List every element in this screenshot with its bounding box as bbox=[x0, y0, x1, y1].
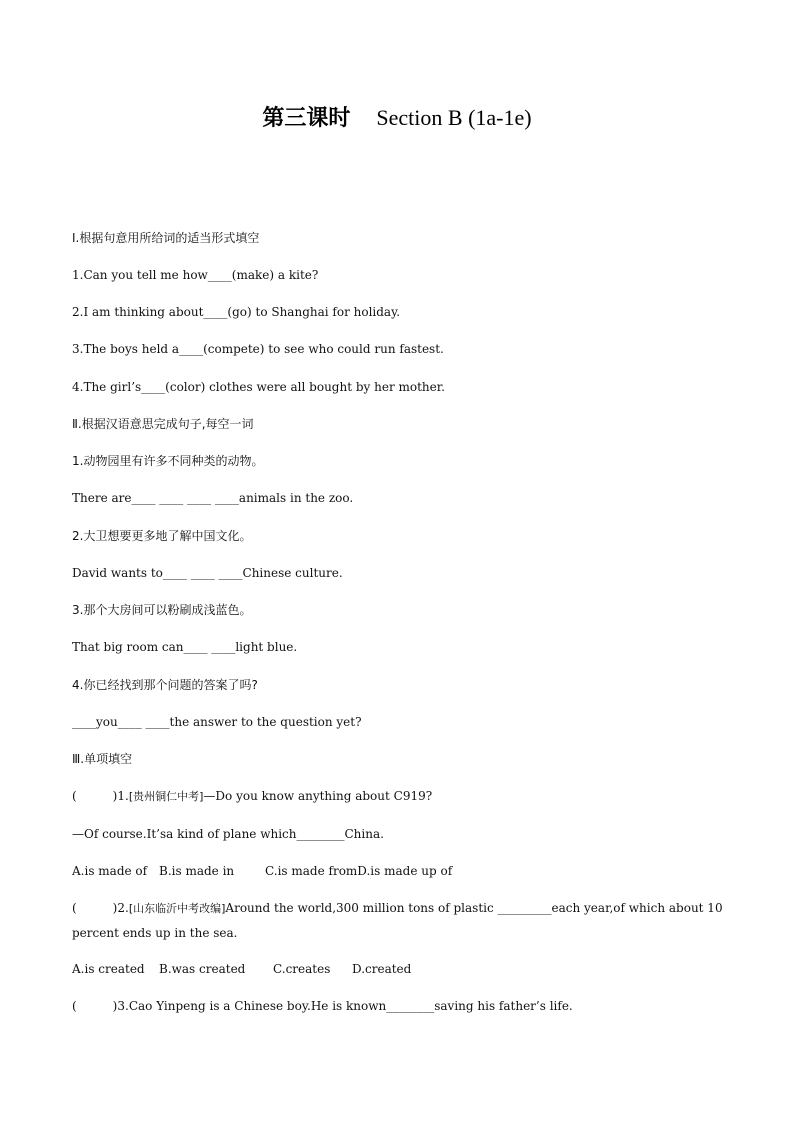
q1-number: 1. bbox=[117, 789, 129, 803]
section-1-heading: Ⅰ.根据句意用所给词的适当形式填空 bbox=[72, 231, 260, 245]
q2-source: [山东临沂中考改编] bbox=[128, 902, 226, 915]
q3-stem-text: Cao Yinpeng is a Chinese boy.He is known________saving his father’s life. bbox=[128, 999, 573, 1013]
q1-option-b: B.is made in bbox=[159, 864, 235, 878]
q3-stem bbox=[72, 997, 732, 1015]
s1-item-2: 2.I am thinking about____(go) to Shanghai for holiday. bbox=[72, 305, 401, 319]
q2-stem bbox=[72, 896, 732, 945]
s2-item-2-en: David wants to____ ____ ____Chinese culture. bbox=[72, 566, 343, 580]
title-chinese: 第三课时 bbox=[262, 106, 351, 131]
q1-stem bbox=[72, 787, 732, 806]
q3-number: 3. bbox=[117, 999, 129, 1013]
q2-option-d: D.created bbox=[352, 962, 412, 976]
q1-source: [贵州铜仁中考] bbox=[128, 790, 204, 803]
q1-answer-paren: ( ) bbox=[72, 789, 118, 803]
s2-item-4-zh: 4.你已经找到那个问题的答案了吗? bbox=[72, 678, 258, 692]
q2-number: 2. bbox=[117, 901, 129, 915]
q2-option-c: C.creates bbox=[273, 962, 331, 976]
q1-options bbox=[72, 862, 732, 880]
q3-answer-paren: ( ) bbox=[72, 999, 118, 1013]
page-title bbox=[0, 102, 794, 135]
s1-item-1: 1.Can you tell me how____(make) a kite? bbox=[72, 268, 319, 282]
q1-line-2: —Of course.It’sa kind of plane which________China. bbox=[72, 827, 384, 841]
q2-option-b: B.was created bbox=[159, 962, 246, 976]
q1-option-a: A.is made of bbox=[72, 864, 148, 878]
title-english: Section B (1a-1e) bbox=[376, 105, 532, 130]
q2-options bbox=[72, 960, 732, 978]
s1-item-4: 4.The girl’s____(color) clothes were all bought by her mother. bbox=[72, 380, 445, 394]
s1-item-3: 3.The boys held a____(compete) to see who could run fastest. bbox=[72, 342, 444, 356]
s2-item-4-en: ____you____ ____the answer to the question yet? bbox=[72, 715, 362, 729]
q2-option-a: A.is created bbox=[72, 962, 145, 976]
s2-item-3-zh: 3.那个大房间可以粉刷成浅蓝色。 bbox=[72, 603, 252, 617]
s2-item-1-zh: 1.动物园里有许多不同种类的动物。 bbox=[72, 454, 264, 468]
q1-stem-text: —Do you know anything about C919? bbox=[203, 789, 433, 803]
q1-option-c: C.is made from bbox=[265, 864, 358, 878]
q1-option-d: D.is made up of bbox=[357, 864, 453, 878]
s2-item-3-en: That big room can____ ____light blue. bbox=[72, 640, 298, 654]
q2-stem-text: Around the world,300 million tons of plastic _________each year,of which about 10 percent ends up in the sea. bbox=[72, 901, 723, 940]
s2-item-1-en: There are____ ____ ____ ____animals in the zoo. bbox=[72, 491, 354, 505]
s2-item-2-zh: 2.大卫想要更多地了解中国文化。 bbox=[72, 529, 252, 543]
q2-answer-paren: ( ) bbox=[72, 901, 118, 915]
section-2-heading: Ⅱ.根据汉语意思完成句子,每空一词 bbox=[72, 417, 254, 431]
section-3-heading: Ⅲ.单项填空 bbox=[72, 752, 133, 766]
